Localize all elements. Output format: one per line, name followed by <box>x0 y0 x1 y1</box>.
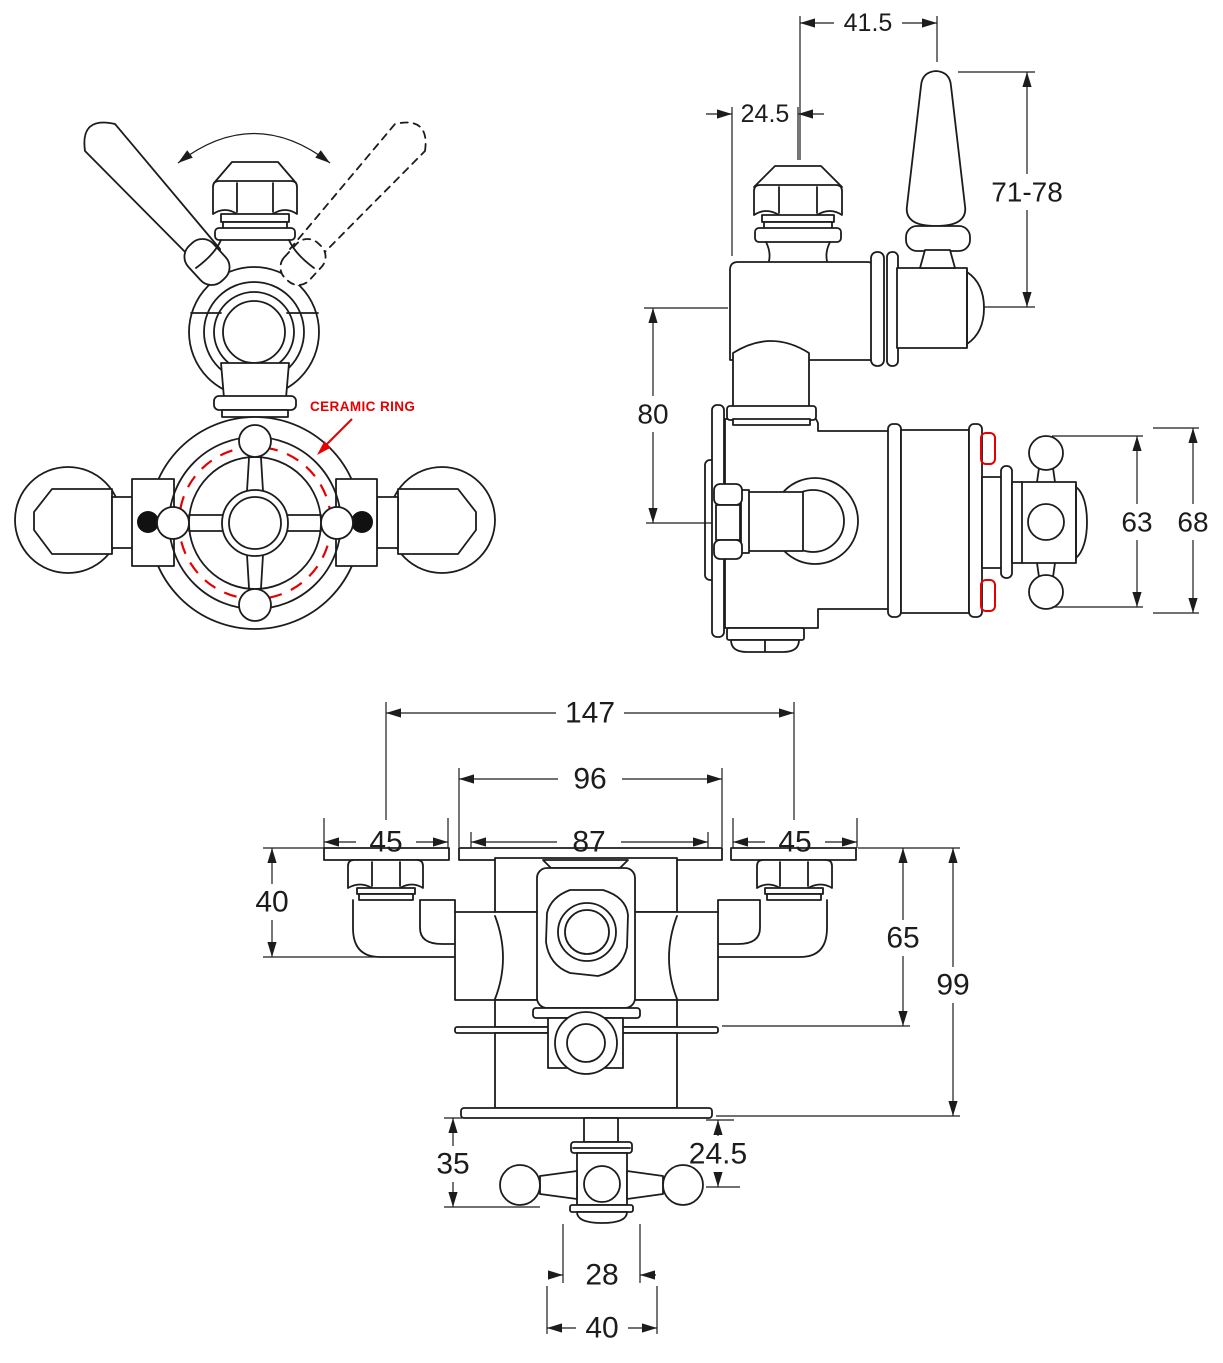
dim-handle-length <box>958 72 1063 307</box>
bottom-port <box>555 1012 617 1074</box>
stem-knob-left <box>500 1165 540 1205</box>
svg-text:45: 45 <box>369 825 403 859</box>
svg-text:45: 45 <box>778 825 812 859</box>
svg-text:65: 65 <box>886 921 920 955</box>
wheel-knob-right <box>321 507 353 539</box>
svg-text:28: 28 <box>585 1258 619 1292</box>
side-view <box>637 9 1208 652</box>
stem-knob-front <box>584 1166 620 1202</box>
wheel-knob-left <box>157 507 189 539</box>
svg-text:96: 96 <box>573 762 607 796</box>
svg-text:87: 87 <box>572 825 606 859</box>
top-view <box>255 697 969 1345</box>
valve-neck <box>214 363 296 417</box>
ceramic-ring-text: CERAMIC RING <box>310 399 416 414</box>
stem-knob-right <box>663 1165 703 1205</box>
knob-front <box>1028 504 1064 540</box>
ceramic-ring-label <box>310 399 415 458</box>
wheel-knob-bottom <box>239 589 271 621</box>
svg-text:63: 63 <box>1121 506 1153 538</box>
diverter-arm <box>871 252 984 366</box>
left-union <box>15 467 133 573</box>
cartridge-drum <box>888 424 1012 617</box>
bottom-outlet-side <box>727 628 804 652</box>
right-union <box>377 467 495 573</box>
svg-text:40: 40 <box>585 1311 619 1345</box>
svg-text:35: 35 <box>436 1147 470 1181</box>
dim-body-height <box>1153 428 1209 613</box>
svg-text:41.5: 41.5 <box>843 9 893 37</box>
svg-text:40: 40 <box>255 885 289 919</box>
seal-mark-bottom <box>981 580 995 611</box>
right-screw-dot <box>351 511 373 533</box>
body-top-view <box>455 858 718 1118</box>
svg-text:80: 80 <box>637 398 669 430</box>
knob-bottom <box>1029 575 1063 609</box>
cross-handle-side <box>1012 436 1087 609</box>
front-view <box>15 123 495 629</box>
left-elbow <box>348 860 455 957</box>
svg-text:71-78: 71-78 <box>991 176 1063 208</box>
dim-outlet-width <box>547 1286 657 1345</box>
knob-top <box>1029 436 1063 470</box>
left-screw-dot <box>137 511 159 533</box>
top-hex-nut <box>196 162 314 268</box>
dim-union-centers <box>386 697 794 821</box>
wheel-knob-top <box>239 425 271 457</box>
dim-stem-width <box>548 1224 656 1292</box>
svg-text:147: 147 <box>564 696 616 730</box>
side-top-hex-nut <box>754 166 842 261</box>
svg-text:24.5: 24.5 <box>740 100 790 128</box>
svg-text:24.5: 24.5 <box>688 1137 748 1171</box>
svg-text:99: 99 <box>936 968 970 1002</box>
right-elbow <box>718 860 832 957</box>
svg-text:68: 68 <box>1177 506 1209 538</box>
dim-overall-depth <box>716 848 970 1116</box>
diverter-lever <box>906 71 970 268</box>
seal-mark-top <box>981 433 995 464</box>
